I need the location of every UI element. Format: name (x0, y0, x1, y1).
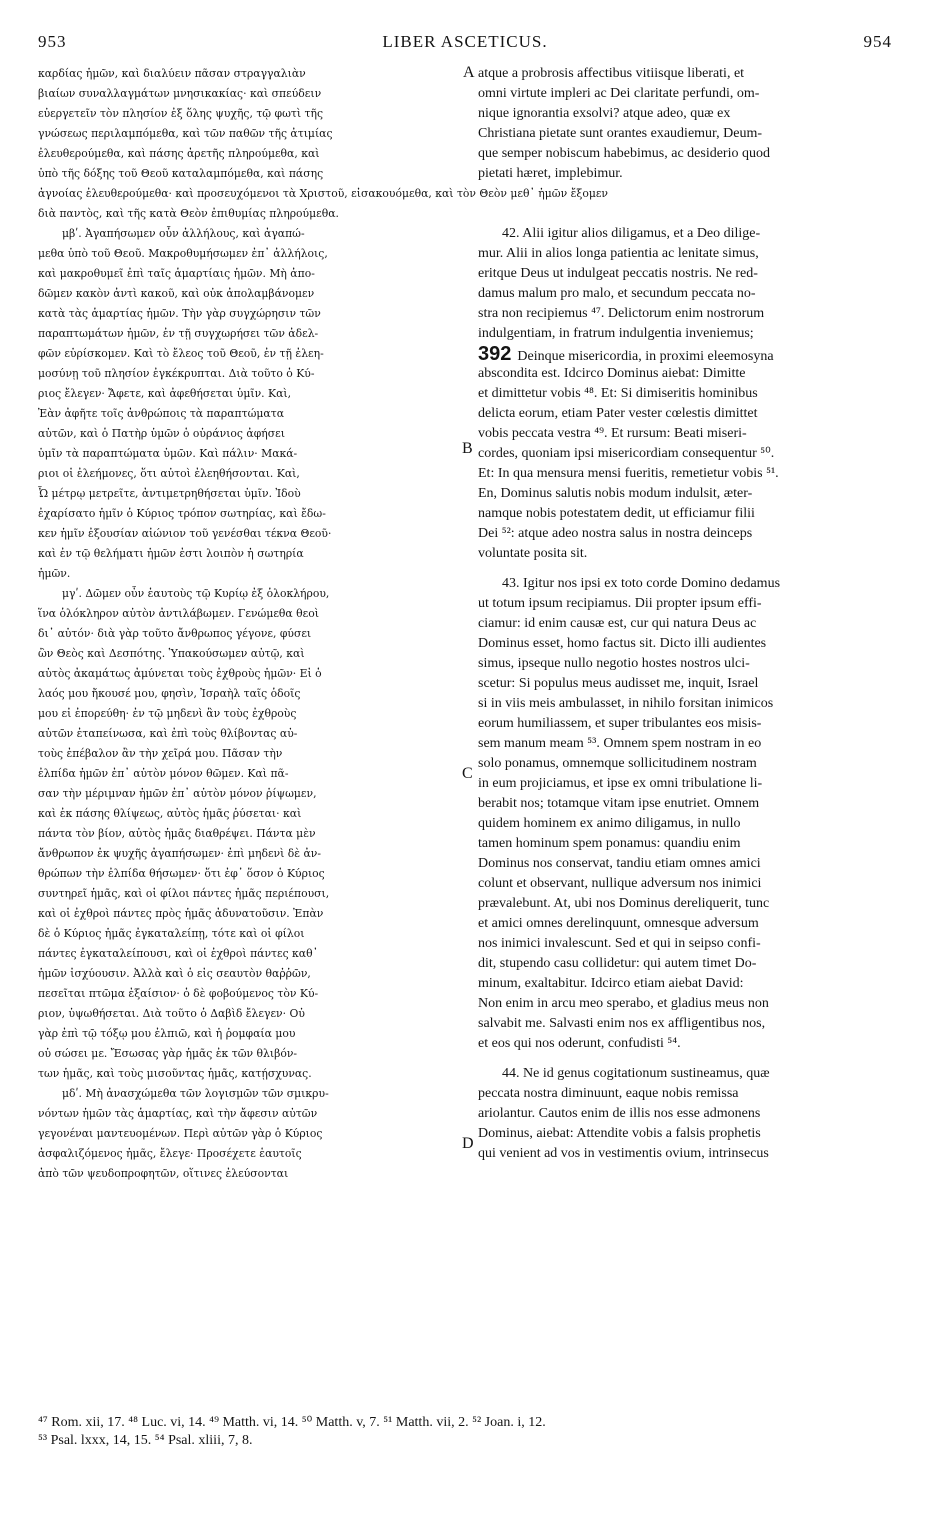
latin-line: tamen hominum spem ponamus: quandiu enim (478, 836, 741, 851)
page-header (38, 32, 892, 58)
latin-line: Non enim in arcu meo sperabo, et gladius meus non (478, 996, 769, 1011)
greek-line: γνώσεως περιλαμπόμεθα, καὶ τῶν παθῶν τῆς ἀτιμίας (38, 127, 333, 140)
greek-line: ἡμῶν ἰσχύουσιν. Ἀλλὰ καὶ ὁ εἰς σεαυτὸν θαῤῥῶν, (38, 967, 311, 980)
greek-line: ἀσφαλιζόμενος ἡμᾶς, ἔλεγε· Προσέχετε ἑαυτοῖς (38, 1147, 302, 1160)
latin-line: ut totum ipsum recipiamus. Dii propter ipsum effi- (478, 596, 762, 611)
greek-line: καὶ οἱ ἐχθροὶ πάντες πρὸς ἡμᾶς ἀδυνατοῦσιν. Ἐπὰν (38, 907, 324, 920)
greek-line: γεγονέναι μαντευομένων. Περὶ αὐτῶν γὰρ ὁ Κύριος (38, 1127, 323, 1140)
latin-line: abscondita est. Idcirco Dominus aiebat: Dimitte (478, 366, 746, 381)
page-number-right: 954 (863, 32, 892, 51)
greek-line: παραπτωμάτων ἡμῶν, ἐν τῇ συγχωρήσει τῶν ἀδελ- (38, 327, 319, 340)
latin-line: ariolantur. Cautos enim de illis nos esse admonens (478, 1106, 761, 1121)
greek-line: καὶ μακροθυμεῖ ἐπὶ ταῖς ἁμαρτίαις ἡμῶν. Μὴ ἀπο- (38, 267, 315, 280)
latin-line: Christiana pietate sunt orantes exaudiemur, Deum- (478, 126, 763, 141)
greek-line: κεν ἡμῖν ἐξουσίαν αἰώνιον τοῦ γενέσθαι τέκνα Θεοῦ· (38, 527, 332, 540)
latin-line: Dominus esset, homo factus sit. Dicto illi audientes (478, 636, 767, 651)
greek-line: ὢν Θεὸς καὶ Δεσπότης. Ὑπακούσωμεν αὐτῷ, καὶ (38, 647, 305, 660)
greek-line: ἡμῶν. (38, 567, 71, 580)
greek-line: ριον, ὑψωθήσεται. Διὰ τοῦτο ὁ Δαβὶδ ἔλεγεν· Οὐ (38, 1007, 305, 1020)
latin-line: dit, stupendo casu collidetur: qui autem timet Do- (478, 956, 757, 971)
greek-line: μδʹ. Μὴ ἀνασχώμεθα τῶν λογισμῶν τῶν σμικρυ- (62, 1087, 329, 1100)
latin-line: et eos qui nos oderunt, confudisti ⁵⁴. (478, 1036, 681, 1051)
greek-line: βιαίων συναλλαγμάτων μνησικακίας· καὶ σπεύδειν (38, 87, 322, 100)
paragraph-gap (478, 184, 892, 194)
greek-line: εὐεργετεῖν τὸν πλησίον ἐξ ὅλης ψυχῆς, τῷ φωτὶ τῆς (38, 107, 324, 120)
footnote-line: ⁴⁷ Rom. xii, 17. ⁴⁸ Luc. vi, 14. ⁴⁹ Matth. vi, 14. ⁵⁰ Matth. v, 7. ⁵¹ Matth. vii, 2. ⁵² Joan. i, 12. (38, 1415, 546, 1430)
margin-marker-b: B (462, 440, 473, 457)
latin-line: in eum projiciamus, et ipse ex omni tribulatione li- (478, 776, 763, 791)
greek-line: σαν τὴν μέριμναν ἡμῶν ἐπ᾽ αὐτὸν μόνον ῥίψωμεν, (38, 787, 317, 800)
latin-column (478, 64, 892, 1404)
paragraph-gap (478, 564, 892, 574)
page-number-left: 953 (38, 32, 67, 51)
margin-marker-a: A (463, 64, 475, 81)
latin-line: si in viis meis ambulasset, in nihilo forsitan inimicos (478, 696, 774, 711)
greek-line: μβʹ. Ἀγαπήσωμεν οὖν ἀλλήλους, καὶ ἀγαπώ- (62, 227, 305, 240)
latin-line: qui venient ad vos in vestimentis ovium, intrinsecus (478, 1146, 769, 1161)
latin-line: indulgentiam, in fratrum indulgentia inveniemus; (478, 326, 754, 341)
latin-line: vobis peccata vestra ⁴⁹. Et rursum: Beati miseri- (478, 426, 747, 441)
greek-line: ριος ἔλεγεν· Ἄφετε, καὶ ἀφεθήσεται ὑμῖν. Καὶ, (38, 387, 292, 400)
latin-line: berabit nos; totamque vitam ipse enutriet. Omnem (478, 796, 760, 811)
column-number: 392 (478, 344, 512, 364)
greek-line: καὶ ἐν τῷ θελήματι ἡμῶν ἐστι λοιπὸν ἡ σωτηρία (38, 547, 304, 560)
greek-line: κατὰ τὰς ἁμαρτίας ἡμῶν. Τὴν γὰρ συγχώρησιν τῶν (38, 307, 321, 320)
greek-line: τοὺς ἐπέβαλον ἂν τὴν χεῖρά μου. Πᾶσαν τὴν (38, 747, 283, 760)
greek-full-width-line: διὰ παντὸς, καὶ τῆς κατὰ Θεὸν ἐπιθυμίας πληρούμεθα. (38, 207, 339, 220)
latin-line: mur. Alii in alios longa patientia ac lenitate simus, (478, 246, 759, 261)
greek-line: ἵνα ὁλόκληρον αὐτὸν ἀντιλάβωμεν. Γενώμεθα θεοὶ (38, 607, 319, 620)
latin-line: eritque Deus ut indulgeat peccatis nostris. Ne red- (478, 266, 758, 281)
latin-line: Dei ⁵²: atque adeo nostra salus in nostra deinceps (478, 526, 753, 541)
greek-line: δὲ ὁ Κύριος ἡμᾶς ἐγκαταλείπῃ, τότε καὶ οἱ φίλοι (38, 927, 305, 940)
greek-line: αὐτὸς ἀκαμάτως ἀμύνεται τοὺς ἐχθροὺς ἡμῶν· Εἰ ὁ (38, 667, 322, 680)
margin-marker-c: C (462, 765, 473, 782)
latin-line: stra non recipiemus ⁴⁷. Delictorum enim nostrorum (478, 306, 765, 321)
greek-line: καὶ ἐκ πάσης θλίψεως, αὐτὸς ἡμᾶς ῥύσεται· καὶ (38, 807, 302, 820)
latin-line: simus, ipseque nullo negotio hostes nostros ulci- (478, 656, 750, 671)
greek-line: ἐχαρίσατο ἡμῖν ὁ Κύριος τρόπον σωτηρίας, καὶ ἔδω- (38, 507, 326, 520)
greek-line: δῶμεν κακὸν ἀντὶ κακοῦ, καὶ οὐκ ἀπολαμβάνομεν (38, 287, 315, 300)
latin-line: Et: In qua mensura mensi fueritis, remetietur vobis ⁵¹. (478, 466, 779, 481)
greek-line: μου εἰ ἐπορεύθη· ἐν τῷ μηδενὶ ἂν τοὺς ἐχθροὺς (38, 707, 297, 720)
greek-line: πάντες ἐγκαταλείπουσι, καὶ οἱ ἐχθροὶ πάντες καθ᾽ (38, 947, 318, 960)
footnote-line: ⁵³ Psal. lxxx, 14, 15. ⁵⁴ Psal. xliii, 7, 8. (38, 1433, 253, 1448)
latin-line: 43. Igitur nos ipsi ex toto corde Domino dedamus (502, 576, 781, 591)
latin-line: solo ponamus, omnemque sollicitudinem nostram (478, 756, 757, 771)
latin-line: En, Dominus salutis nobis modum indulsit, æter- (478, 486, 753, 501)
margin-marker-d: D (462, 1135, 474, 1152)
greek-line: των ἡμᾶς, καὶ τοὺς μισοῦντας ἡμᾶς, κατῄσχυνας. (38, 1067, 312, 1080)
greek-line: μεθα ὑπὸ τοῦ Θεοῦ. Μακροθυμήσωμεν ἐπ᾽ ἀλλήλοις, (38, 247, 328, 260)
paragraph-gap (478, 194, 892, 204)
greek-line: δι᾽ αὐτόν· διὰ γὰρ τοῦτο ἄνθρωπος γέγονε, φύσει (38, 627, 312, 640)
latin-line: pietati hæret, implebimur. (478, 166, 623, 181)
greek-full-width-line: ἀγνοίας ἐλευθερούμεθα· καὶ προσευχόμενοι τὰ Χριστοῦ, εἰσακουόμεθα, καὶ τὸν Θεὸν μεθ᾽ ἡμῶν ἔξομεν (38, 187, 608, 200)
latin-line: nos inimici invalescunt. Sed et qui in seipso confi- (478, 936, 761, 951)
greek-line: ἄνθρωπον ἐκ ψυχῆς ἀγαπήσωμεν· ἐπὶ μηδενὶ δὲ ἀν- (38, 847, 321, 860)
greek-line: ἀπὸ τῶν ψευδοπροφητῶν, οἵτινες ἐλεύσονται (38, 1167, 289, 1180)
latin-line: voluntate posita sit. (478, 546, 588, 561)
latin-line: ciamur: id enim causæ est, cur qui natura Deus ac (478, 616, 757, 631)
paragraph-gap (478, 1054, 892, 1064)
latin-line: eorum humiliassem, et super tribulantes eos misis- (478, 716, 762, 731)
latin-line: et dimittetur vobis ⁴⁸. Et: Si dimiseritis hominibus (478, 386, 758, 401)
latin-line: que semper nobiscum habebimus, ac desiderio quod (478, 146, 770, 161)
latin-line: cordes, quoniam ipsi misericordiam consequentur ⁵⁰. (478, 446, 775, 461)
latin-line: atque a probrosis affectibus vitiisque liberati, et (478, 66, 745, 81)
greek-line: αὐτῶν ἐταπείνωσα, καὶ ἐπὶ τοὺς θλίβοντας αὐ- (38, 727, 298, 740)
greek-line: ἐλπίδα ἡμῶν ἐπ᾽ αὐτὸν μόνον θῶμεν. Καὶ πᾶ- (38, 767, 289, 780)
greek-line: πάντα τὸν βίον, αὐτὸς ἡμᾶς διαθρέψει. Πάντα μὲν (38, 827, 316, 840)
greek-line: μγʹ. Δῶμεν οὖν ἑαυτοὺς τῷ Κυρίῳ ἐξ ὁλοκλήρου, (62, 587, 330, 600)
greek-line: ριοι οἱ ἐλεήμονες, ὅτι αὐτοὶ ἐλεηθήσονται. Καὶ, (38, 467, 300, 480)
greek-line: γὰρ ἐπὶ τῷ τόξῳ μου ἐλπιῶ, καὶ ἡ ῥομφαία μου (38, 1027, 296, 1040)
greek-line: μοσύνῃ τοῦ πλησίον ἐγκέκρυπται. Διὰ τοῦτο ὁ Κύ- (38, 367, 315, 380)
greek-line: πεσεῖται πτῶμα ἐξαίσιον· ὁ δὲ φοβούμενος τὸν Κύ- (38, 987, 319, 1000)
latin-line: damus malum pro malo, et secundum peccata no- (478, 286, 756, 301)
latin-line: sem manum meam ⁵³. Omnem spem nostram in eo (478, 736, 762, 751)
paragraph-gap (478, 214, 892, 224)
greek-line: καρδίας ἡμῶν, καὶ διαλύειν πᾶσαν στραγγαλιὰν (38, 67, 306, 80)
latin-line: minum, exaltabitur. Idcirco etiam aiebat David: (478, 976, 744, 991)
latin-line: prævalebunt. At, ubi nos Dominus dereliquerit, tunc (478, 896, 770, 911)
greek-line: αὐτῶν, καὶ ὁ Πατὴρ ὑμῶν ὁ οὐράνιος ἀφήσει (38, 427, 285, 440)
latin-line-with-column-number (478, 344, 892, 364)
latin-line: nique ignorantia exsolvi? atque adeo, quæ ex (478, 106, 731, 121)
greek-line: νόντων ἡμῶν τὰς ἁμαρτίας, καὶ τὴν ἄφεσιν αὐτῶν (38, 1107, 318, 1120)
latin-line: et amici omnes derelinquunt, omnesque adversum (478, 916, 759, 931)
latin-line: namque nobis potestatem dedit, ut efficiamur filii (478, 506, 755, 521)
greek-line: φῶν εὑρίσκομεν. Καὶ τὸ ἔλεος τοῦ Θεοῦ, ἐν τῇ ἐλεη- (38, 347, 324, 360)
footnotes (38, 1414, 892, 1450)
latin-line: salvabit me. Salvasti enim nos ex affligentibus nos, (478, 1016, 766, 1031)
greek-line: Ἐὰν ἀφῆτε τοῖς ἀνθρώποις τὰ παραπτώματα (38, 407, 284, 420)
latin-line: 44. Ne id genus cogitationum sustineamus, quæ (502, 1066, 770, 1081)
latin-line: scetur: Si populus meus audisset me, inquit, Israel (478, 676, 759, 691)
latin-line: omni virtute impleri ac Dei claritate perfundi, om- (478, 86, 760, 101)
paragraph-gap (478, 204, 892, 214)
greek-line: θρώπων τὴν ἐλπίδα θήσωμεν· ὅτι ἐφ᾽ ὅσον ὁ Κύριος (38, 867, 325, 880)
greek-line: συντηρεῖ ἡμᾶς, καὶ οἱ φίλοι πάντες ἡμᾶς περιέπουσι, (38, 887, 330, 900)
greek-line: ἐλευθερούμεθα, καὶ πάσης ἀρετῆς πληρούμεθα, καὶ (38, 147, 320, 160)
greek-line: Ὦ μέτρῳ μετρεῖτε, ἀντιμετρηθήσεται ὑμῖν. Ἰδοὺ (38, 487, 301, 500)
greek-line: ὑπὸ τῆς δόξης τοῦ Θεοῦ καταλαμπόμεθα, καὶ πάσης (38, 167, 324, 180)
latin-line: 42. Alii igitur alios diligamus, et a Deo dilige- (502, 226, 761, 241)
latin-line: Dominus nos conservat, tandiu etiam omnes amici (478, 856, 761, 871)
latin-text: Deinque misericordia, in proximi eleemosyna (517, 349, 774, 364)
running-title: LIBER ASCETICUS. (382, 32, 548, 51)
latin-line: delicta eorum, etiam Pater vester cœlestis dimittet (478, 406, 758, 421)
latin-line: Dominus, aiebat: Attendite vobis a falsis prophetis (478, 1126, 761, 1141)
greek-line: ὑμῖν τὰ παραπτώματα ὑμῶν. Καὶ πάλιν· Μακά- (38, 447, 298, 460)
latin-line: colunt et observant, nullique adversum nos inimici (478, 876, 762, 891)
latin-line: quidem hominem ex animo diligamus, in nullo (478, 816, 741, 831)
greek-line: οὐ σώσει με. Ἔσωσας γὰρ ἡμᾶς ἐκ τῶν θλιβόν- (38, 1047, 298, 1060)
latin-line: peccata nostra diminuunt, eaque nobis remissa (478, 1086, 739, 1101)
greek-line: λαός μου ἤκουσέ μου, φησὶν, Ἰσραὴλ ταῖς ὁδοῖς (38, 687, 301, 700)
